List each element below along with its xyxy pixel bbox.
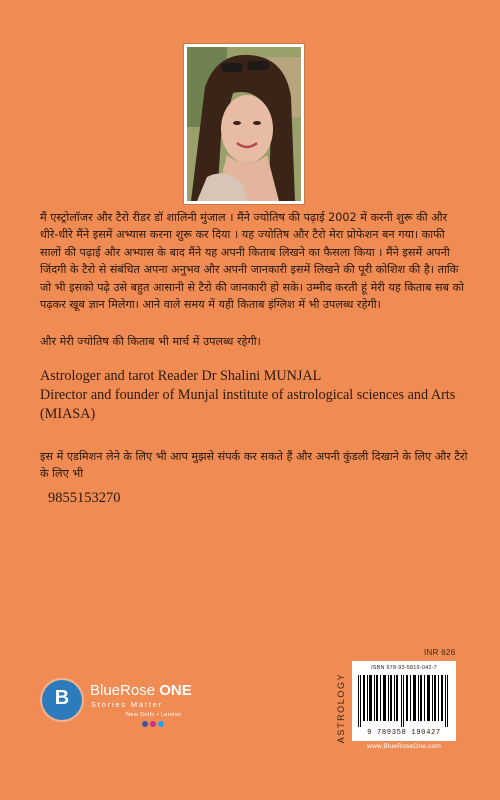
author-portrait-image [187,47,301,201]
director-line: Director and founder of Munjal institute of astrological sciences and Arts (MIASA) [40,387,456,422]
publisher-tagline: Stories Matter [91,700,163,709]
barcode-icon [356,675,452,727]
category-label: ASTROLOGY [336,672,346,744]
bio-hindi-second-paragraph: और मेरी ज्योतिष की किताब भी मार्च में उपलब्ध रहेगी। [40,335,261,348]
instagram-icon [150,721,156,727]
price-label: INR 626 [424,648,456,657]
publisher-logo [42,680,82,720]
publisher-name-regular: BlueRose [90,682,160,699]
isbn-text: ISBN 978-93-5819-042-7 [371,665,437,671]
publisher-logo-letter: B [54,687,70,709]
publisher-cities: New Delhi • London [126,712,182,718]
twitter-icon [158,721,164,727]
phone-number: 9855153270 [48,490,121,506]
facebook-icon [142,721,148,727]
author-photo [184,44,304,204]
publisher-website: www.BlueRoseOne.com [367,743,441,750]
isbn-digits: 9 789358 190427 [367,729,441,737]
contact-hindi-text: इस में एडमिशन लेने के लिए भी आप मुझसे संपर्क कर सकते हैं और अपनी कुंडली दिखाने के लिए और टैरो के लिए भी [40,450,468,480]
social-icons [142,721,164,727]
category-vertical [336,668,346,748]
barcode-panel [352,661,456,741]
publisher-name [90,682,192,699]
author-title-line: Astrologer and tarot Reader Dr Shalini MUNJAL [40,368,322,384]
publisher-name-bold: ONE [159,682,192,699]
bio-hindi-paragraph: मैं एस्ट्रोलॉजर और टैरो रीडर डॉ शालिनी मुंजाल । मैंने ज्योतिष की पढ़ाई 2002 में करनी शुरू की और धीरे-धीरे मैंने इसमें अभ्यास करना शुरू कर दिया । यह ज्योतिष और टैरो मेरा प्रोफेशन बन गया। काफी सालों की पढ़ाई और अभ्यास के बाद मैंने यह अपनी किताब लिखने का फैसला किया । मैंने इसमें अपनी जिंदगी के टैरो से संबंधित अपना अनुभव और अपनी जानकारी इसमें लिखने की पूरी कोशिश की है। ताकि जो भी इसको पढ़े उसे बहुत आसानी से टैरो की जानकारी हो सके। उम्मीद करती हूं मेरी यह किताब सब को पढ़कर खूब ज्ञान मिलेगा। आने वाले समय में यही किताब इंग्लिश में भी उपलब्ध रहेगी। [40,211,465,312]
